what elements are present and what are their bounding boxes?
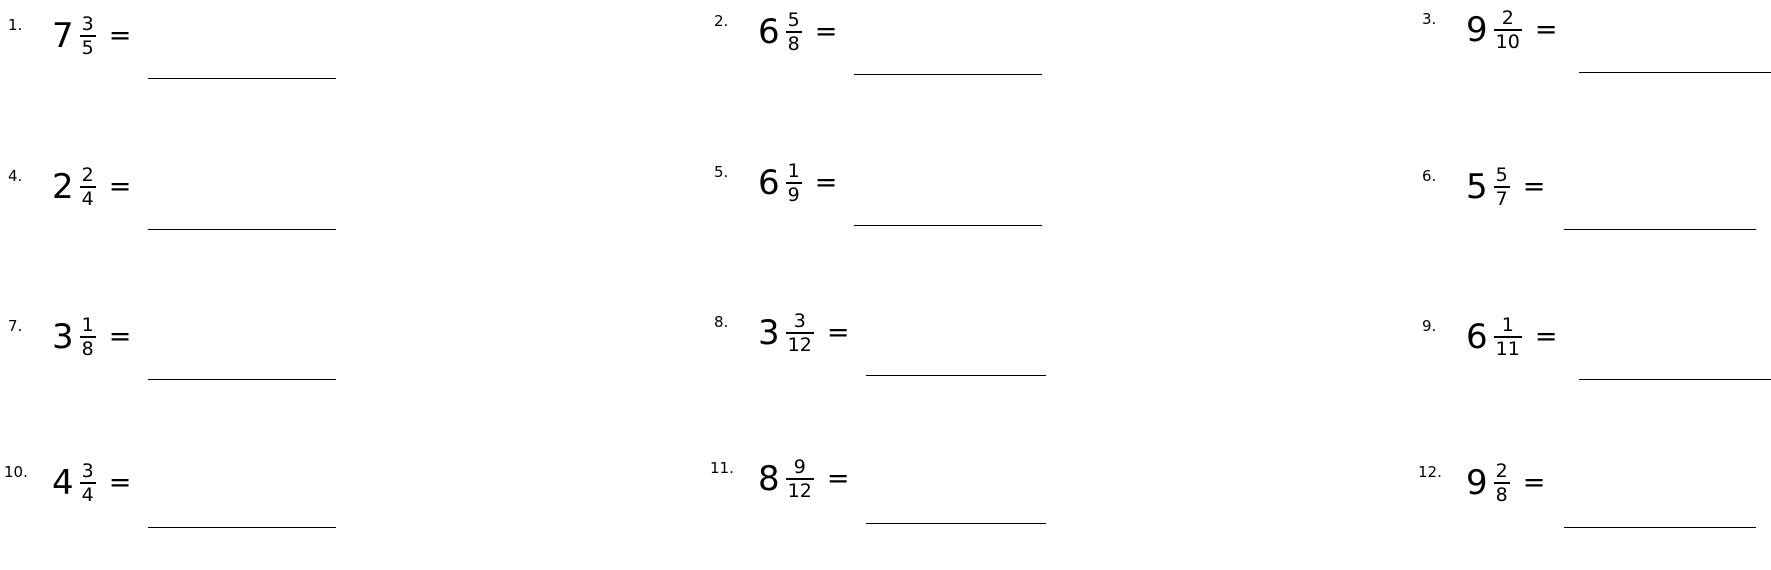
- problem-number: 9.: [1422, 317, 1437, 335]
- fraction: [80, 14, 96, 58]
- equals-sign: =: [108, 321, 132, 353]
- problem-number: 11.: [710, 459, 734, 477]
- problem-item: [1416, 437, 1770, 557]
- fraction-numerator: 9: [793, 456, 806, 478]
- fraction: [786, 457, 814, 501]
- fraction-numerator: 1: [81, 314, 94, 336]
- problem-number: 10.: [4, 463, 28, 481]
- fraction: [786, 10, 802, 54]
- fraction-numerator: 5: [787, 9, 800, 31]
- equals-sign: =: [1534, 14, 1558, 46]
- answer-blank[interactable]: [148, 379, 336, 380]
- fraction: [786, 161, 802, 205]
- fraction: [1494, 461, 1510, 505]
- fraction-denominator: 8: [81, 337, 94, 360]
- problem-expression: [758, 457, 849, 501]
- answer-blank[interactable]: [866, 375, 1046, 376]
- problem-row: [0, 145, 1546, 265]
- problem-expression: [1466, 8, 1557, 52]
- fraction-numerator: 3: [793, 310, 806, 332]
- fraction: [80, 315, 96, 359]
- fraction-numerator: 2: [81, 164, 94, 186]
- equals-sign: =: [826, 317, 850, 349]
- fraction-denominator: 12: [787, 333, 812, 356]
- answer-blank[interactable]: [866, 523, 1046, 524]
- equals-sign: =: [108, 467, 132, 499]
- problem-item: [0, 437, 354, 557]
- equals-sign: =: [108, 171, 132, 203]
- fraction-numerator: 3: [81, 13, 94, 35]
- fraction-denominator: 7: [1495, 187, 1508, 210]
- fraction-denominator: 4: [81, 483, 94, 506]
- fraction-numerator: 2: [1501, 7, 1514, 29]
- fraction: [1494, 315, 1522, 359]
- problem-number: 8.: [714, 313, 729, 331]
- problem-item: [1416, 291, 1770, 411]
- problem-row: [0, 437, 1546, 557]
- fraction-denominator: 10: [1495, 30, 1520, 53]
- problem-number: 7.: [8, 317, 23, 335]
- fraction: [80, 461, 96, 505]
- fraction-denominator: 8: [1495, 483, 1508, 506]
- problem-item: [708, 437, 1062, 557]
- equals-sign: =: [814, 16, 838, 48]
- fraction-denominator: 8: [787, 32, 800, 55]
- equals-sign: =: [826, 463, 850, 495]
- whole-number: 6: [758, 11, 780, 52]
- problem-item: [708, 145, 1062, 265]
- problem-item: [708, 291, 1062, 411]
- problem-expression: [758, 161, 837, 205]
- whole-number: 4: [52, 462, 74, 503]
- answer-blank[interactable]: [854, 225, 1042, 226]
- problem-expression: [758, 10, 837, 54]
- problem-expression: [52, 165, 131, 209]
- equals-sign: =: [1522, 171, 1546, 203]
- problem-number: 4.: [8, 167, 23, 185]
- whole-number: 5: [1466, 166, 1488, 207]
- problem-item: [0, 291, 354, 411]
- answer-blank[interactable]: [854, 74, 1042, 75]
- fraction-numerator: 1: [1501, 314, 1514, 336]
- problem-item: [0, 145, 354, 265]
- problem-number: 5.: [714, 163, 729, 181]
- fraction-denominator: 9: [787, 183, 800, 206]
- whole-number: 7: [52, 15, 74, 56]
- fraction-denominator: 5: [81, 36, 94, 59]
- problem-expression: [1466, 315, 1557, 359]
- equals-sign: =: [814, 167, 838, 199]
- problem-number: 12.: [1418, 463, 1442, 481]
- fraction-numerator: 2: [1495, 460, 1508, 482]
- fraction-denominator: 12: [787, 479, 812, 502]
- whole-number: 2: [52, 166, 74, 207]
- problem-item: [1416, 0, 1770, 120]
- problem-item: [0, 0, 354, 120]
- answer-blank[interactable]: [148, 229, 336, 230]
- equals-sign: =: [1522, 467, 1546, 499]
- problem-item: [1416, 145, 1770, 265]
- problem-number: 3.: [1422, 10, 1437, 28]
- problem-row: [0, 291, 1558, 411]
- answer-blank[interactable]: [1579, 72, 1771, 73]
- whole-number: 3: [52, 316, 74, 357]
- fraction: [1494, 165, 1510, 209]
- whole-number: 9: [1466, 462, 1488, 503]
- fraction-numerator: 5: [1495, 164, 1508, 186]
- problem-expression: [1466, 165, 1545, 209]
- fraction: [80, 165, 96, 209]
- answer-blank[interactable]: [1564, 527, 1756, 528]
- fraction-denominator: 4: [81, 187, 94, 210]
- equals-sign: =: [108, 20, 132, 52]
- problem-expression: [1466, 461, 1545, 505]
- fraction: [786, 311, 814, 355]
- problem-expression: [52, 461, 131, 505]
- problem-row: [0, 0, 1558, 120]
- whole-number: 9: [1466, 9, 1488, 50]
- problem-item: [708, 0, 1062, 120]
- problem-number: 6.: [1422, 167, 1437, 185]
- fraction: [1494, 8, 1522, 52]
- equals-sign: =: [1534, 321, 1558, 353]
- whole-number: 8: [758, 458, 780, 499]
- fraction-numerator: 1: [787, 160, 800, 182]
- problem-number: 1.: [8, 16, 23, 34]
- whole-number: 6: [758, 162, 780, 203]
- fraction-denominator: 11: [1495, 337, 1520, 360]
- answer-blank[interactable]: [148, 78, 336, 79]
- answer-blank[interactable]: [1564, 229, 1756, 230]
- problem-number: 2.: [714, 12, 729, 30]
- whole-number: 6: [1466, 316, 1488, 357]
- answer-blank[interactable]: [1579, 379, 1771, 380]
- answer-blank[interactable]: [148, 527, 336, 528]
- problem-expression: [52, 14, 131, 58]
- problem-expression: [52, 315, 131, 359]
- whole-number: 3: [758, 312, 780, 353]
- fraction-numerator: 3: [81, 460, 94, 482]
- problem-expression: [758, 311, 849, 355]
